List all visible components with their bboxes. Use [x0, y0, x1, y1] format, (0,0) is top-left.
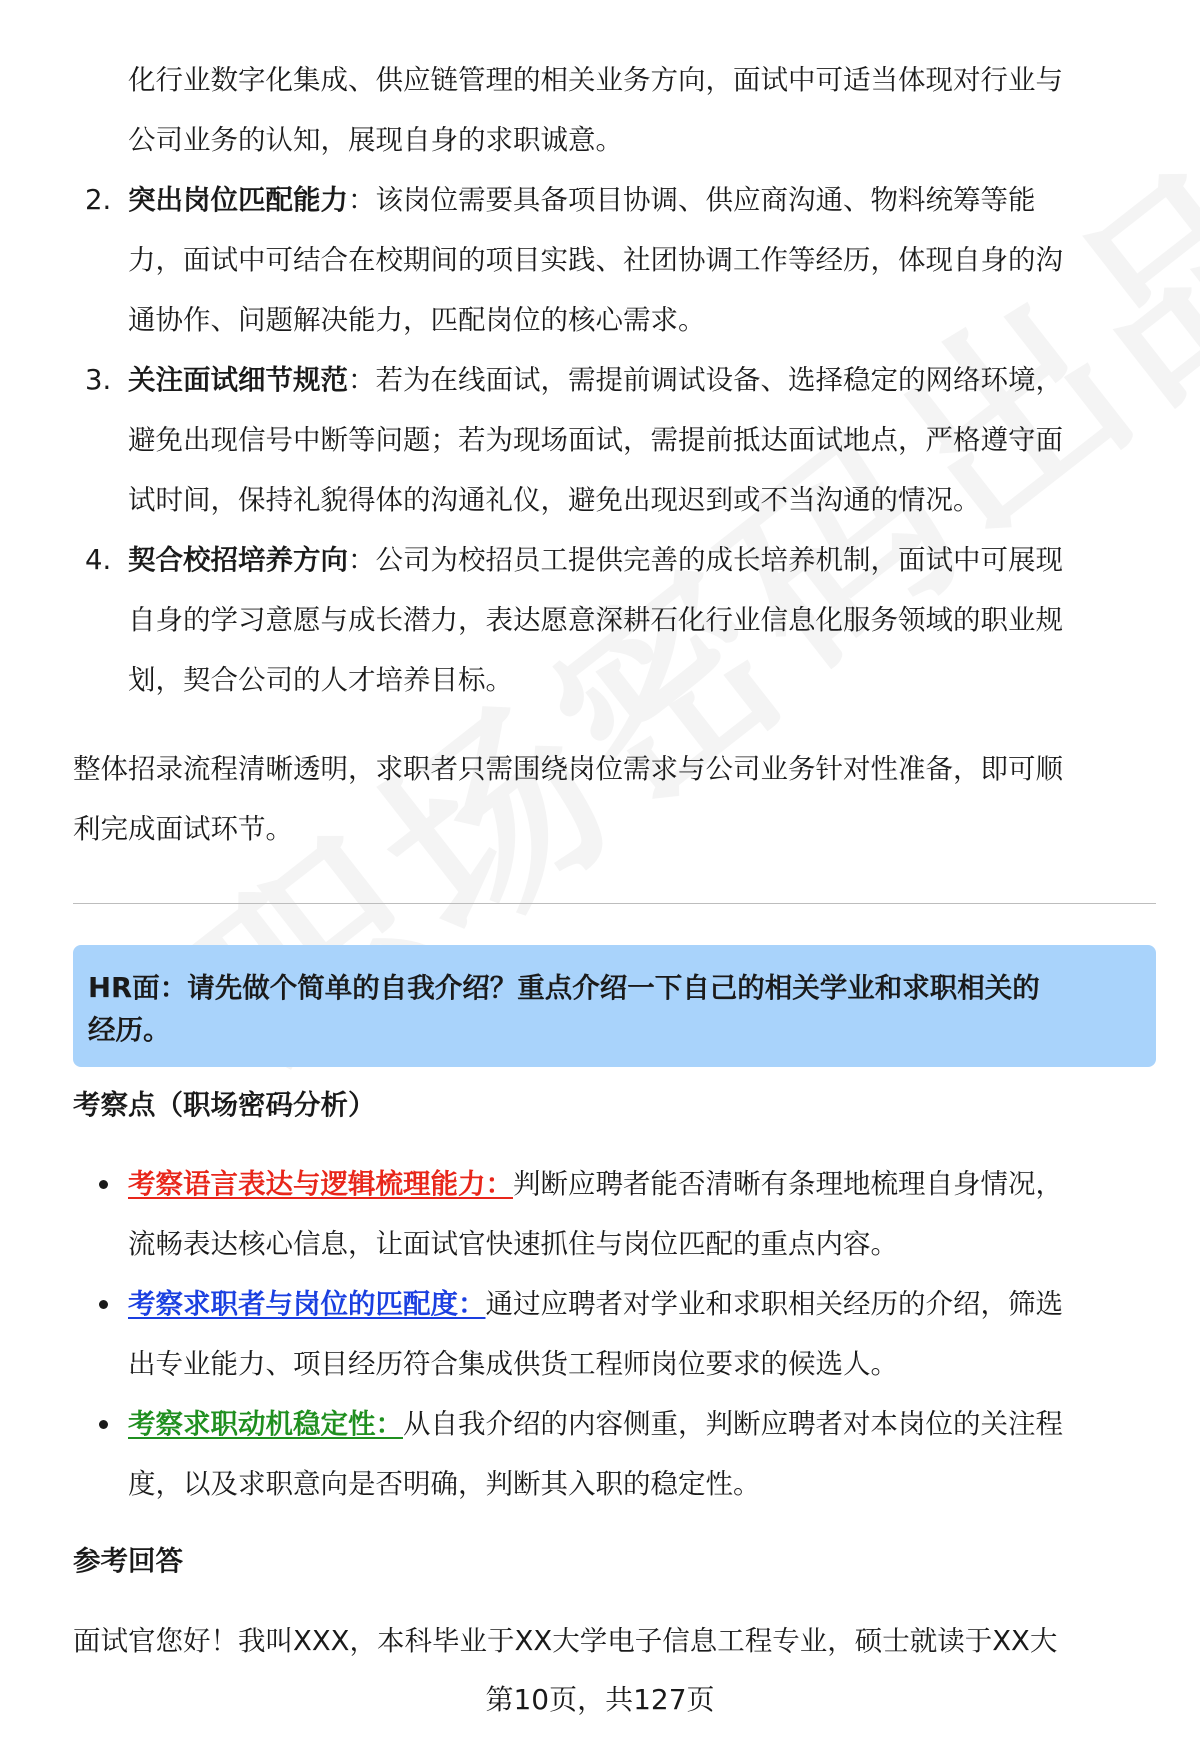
question-line-1: HR面：请先做个简单的自我介绍？重点介绍一下自己的相关学业和求职相关的	[88, 972, 1040, 1004]
item-number: 3.	[85, 364, 112, 396]
bullet-line-2: 流畅表达核心信息，让面试官快速抓住与岗位匹配的重点内容。	[128, 1228, 898, 1260]
bullet-text: 通过应聘者对学业和求职相关经历的介绍，筛选	[485, 1288, 1063, 1320]
item-line-2: 自身的学习意愿与成长潜力，表达愿意深耕石化行业信息化服务领域的职业规	[128, 604, 1063, 636]
bullet-line-2: 度，以及求职意向是否明确，判断其入职的稳定性。	[128, 1468, 761, 1500]
item-text: ：公司为校招员工提供完善的成长培养机制，面试中可展现	[348, 544, 1063, 576]
item-title: 关注面试细节规范	[128, 364, 348, 396]
item-number: 2.	[85, 184, 112, 216]
top-para-line-1: 化行业数字化集成、供应链管理的相关业务方向，面试中可适当体现对行业与	[128, 64, 1063, 96]
summary-line-1: 整体招录流程清晰透明，求职者只需围绕岗位需求与公司业务针对性准备，即可顺	[73, 753, 1063, 785]
item-line-3: 试时间，保持礼貌得体的沟通礼仪，避免出现迟到或不当沟通的情况。	[128, 484, 981, 516]
item-text: ：该岗位需要具备项目协调、供应商沟通、物料统筹等能	[348, 184, 1036, 216]
analysis-heading: 考察点（职场密码分析）	[73, 1089, 376, 1121]
bullet-dot	[99, 1300, 108, 1309]
item-line-2: 避免出现信号中断等问题；若为现场面试，需提前抵达面试地点，严格遵守面	[128, 424, 1063, 456]
bullet-dot	[99, 1180, 108, 1189]
section-divider	[73, 903, 1156, 904]
summary-line-2: 利完成面试环节。	[73, 813, 293, 845]
item-line-1	[128, 180, 1036, 220]
page-number: 第10页，共127页	[485, 1683, 715, 1716]
bullet-text: 判断应聘者能否清晰有条理地梳理自身情况，	[513, 1168, 1063, 1200]
bullet-line-1	[128, 1164, 1063, 1204]
question-line-2: 经历。	[88, 1014, 171, 1046]
bullet-line-2: 出专业能力、项目经历符合集成供货工程师岗位要求的候选人。	[128, 1348, 898, 1380]
bullet-dot	[99, 1420, 108, 1429]
answer-line-1: 面试官您好！我叫XXX，本科毕业于XX大学电子信息工程专业，硕士就读于XX大	[73, 1625, 1058, 1657]
item-line-3: 通协作、问题解决能力，匹配岗位的核心需求。	[128, 304, 706, 336]
item-line-1	[128, 540, 1063, 580]
item-line-1	[128, 360, 1063, 400]
item-number: 4.	[85, 544, 112, 576]
bullet-keyword: 考察求职动机稳定性：	[128, 1408, 403, 1440]
item-text: ：若为在线面试，需提前调试设备、选择稳定的网络环境，	[348, 364, 1063, 396]
item-title: 突出岗位匹配能力	[128, 184, 348, 216]
item-line-2: 力，面试中可结合在校期间的项目实践、社团协调工作等经历，体现自身的沟	[128, 244, 1063, 276]
item-line-3: 划，契合公司的人才培养目标。	[128, 664, 513, 696]
bullet-keyword: 考察求职者与岗位的匹配度：	[128, 1288, 486, 1320]
top-para-line-2: 公司业务的认知，展现自身的求职诚意。	[128, 124, 623, 156]
bullet-line-1	[128, 1284, 1063, 1324]
bullet-line-1	[128, 1404, 1063, 1444]
bullet-text: 从自我介绍的内容侧重，判断应聘者对本岗位的关注程	[403, 1408, 1063, 1440]
item-title: 契合校招培养方向	[128, 544, 348, 576]
bullet-keyword: 考察语言表达与逻辑梳理能力：	[128, 1168, 513, 1200]
answer-heading: 参考回答	[73, 1545, 183, 1577]
